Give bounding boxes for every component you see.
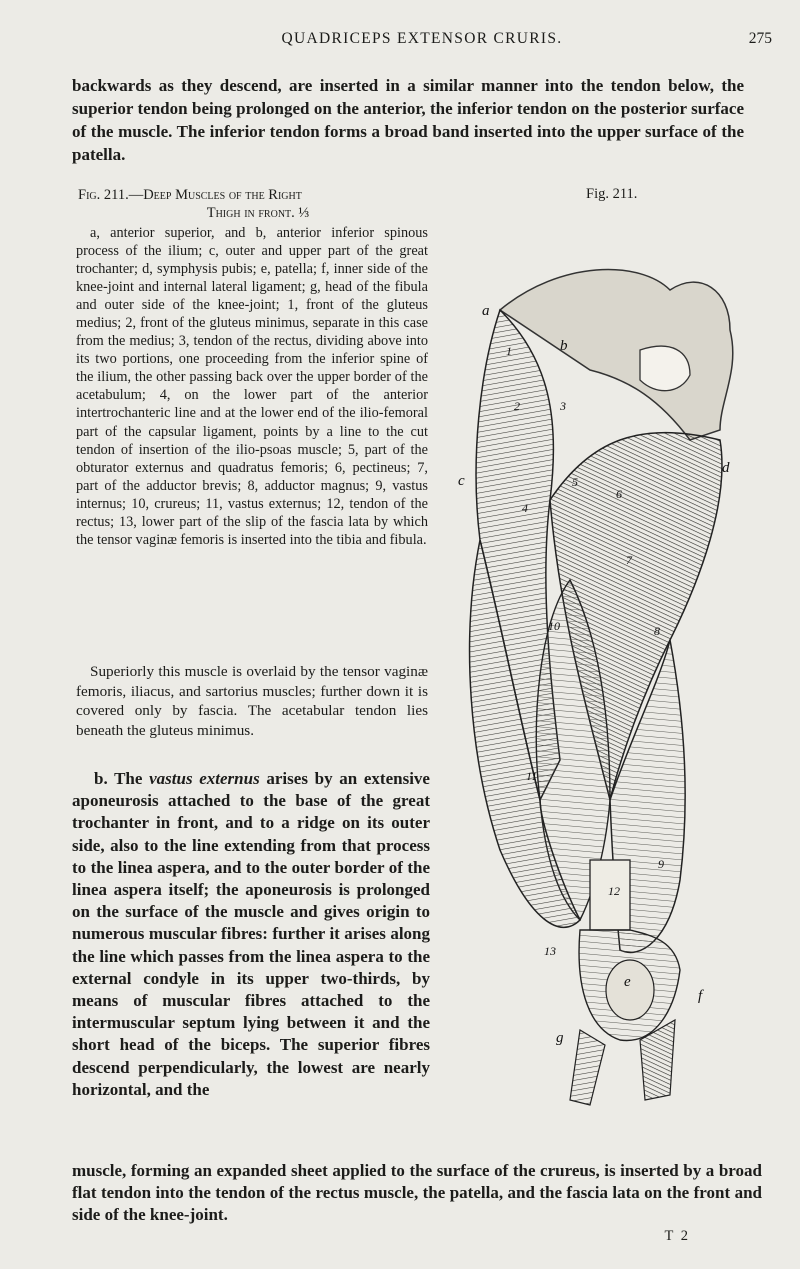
thigh-muscles-illustration — [440, 200, 760, 1160]
vastus-externus-paragraph — [72, 768, 430, 1101]
label-6: 6 — [616, 487, 622, 501]
label-f: f — [698, 988, 703, 1004]
label-8: 8 — [654, 624, 660, 638]
figure-label: Fig. 211. — [586, 186, 638, 202]
label-5: 5 — [572, 475, 578, 489]
label-c: c — [458, 473, 465, 489]
page-number: 275 — [748, 30, 772, 47]
tail-paragraph: muscle, forming an expanded sheet applied to the surface of the crureus, is inserted by a broad flat tendon into the tendon of the rectus muscle, the patella, and the fascia lata on the front and side of the knee-joint. — [72, 1161, 762, 1225]
superior-paragraph: Superiorly this muscle is overlaid by the tensor vaginæ femoris, iliacus, and sartorius muscles; further down it is covered only by fascia. The acetabular tendon lies beneath the gluteus minimus. — [76, 663, 428, 739]
label-3: 3 — [560, 399, 566, 413]
figure-caption-line2: Thigh in front. ⅓ — [206, 205, 310, 221]
label-12: 12 — [608, 884, 620, 898]
label-13: 13 — [544, 944, 556, 958]
figure-legend: a, anterior superior, and b, anterior inferior spinous process of the ilium; c, outer and upper part of the great trochanter; d, symphysis pubis; e, patella; f, inner side of the knee-joint and internal lateral ligament; g, head of the fibula and outer side of the knee-joint; 1, front of the gluteus medius; 2, front of the gluteus minimus, separate in this case from the medius; 3, tendon of the rectus, dividing above into its two portions, one proceeding from the inferior spine of the ilium, the other passing back over the upper border of the acetabulum; 4, on the lower part of the anterior intertrochanteric line and at the lower end of the ilio-femoral part of the capsular ligament, points by a line to the cut tendon of insertion of the ilio-psoas muscle; 5, part of the obturator externus and quadratus femoris; 6, pectineus; 7, part of the adductor brevis; 8, adductor magnus; 9, vastus internus; 10, crureus; 11, vastus externus; 12, tendon of the rectus; 13, lower part of the slip of the fascia lata by which the tensor vaginæ femoris is inserted into the tibia and fibula. — [76, 225, 428, 548]
signature-mark: T 2 — [664, 1228, 690, 1244]
label-1: 1 — [506, 344, 512, 358]
b-body: arises by an extensive aponeurosis attached to the base of the great trochanter in front, and to a ridge on its outer side, also to the line extending from that process to the linea aspera, and to the outer border of the linea aspera itself; the aponeurosis is prolonged on the surface of the muscle and gives origin to numerous muscular fibres: further it arises along the line which passes from the linea aspera to the external condyle in its upper two-thirds, by means of muscular fibres attached to the intermuscular septum lying between it and the short head of the biceps. The superior fibres descend perpendicularly, the lowest are nearly horizontal, and the — [72, 769, 430, 1099]
running-header — [72, 30, 772, 54]
label-9: 9 — [658, 857, 664, 871]
label-b: b — [560, 338, 568, 354]
label-g: g — [556, 1030, 564, 1046]
label-7: 7 — [626, 553, 632, 567]
label-2: 2 — [514, 399, 520, 413]
label-e: e — [624, 974, 631, 990]
running-title: QUADRICEPS EXTENSOR CRURIS. — [281, 30, 563, 47]
label-4: 4 — [522, 501, 528, 515]
figure-caption-line1: Fig. 211.—Deep Muscles of the Right — [78, 187, 302, 203]
label-11: 11 — [526, 769, 538, 783]
label-10: 10 — [548, 619, 560, 633]
figure-caption — [72, 186, 444, 222]
lead-paragraph: backwards as they descend, are inserted in a similar manner into the tendon below, the superior tendon being prolonged on the anterior, the inferior tendon on the posterior surface of the muscle. The inferior tendon forms a broad band inserted into the upper surface of the patella. — [72, 76, 744, 164]
label-a: a — [482, 303, 490, 319]
label-d: d — [722, 460, 730, 476]
b-term: vastus externus — [149, 769, 260, 788]
b-prefix: b. The — [94, 769, 150, 788]
